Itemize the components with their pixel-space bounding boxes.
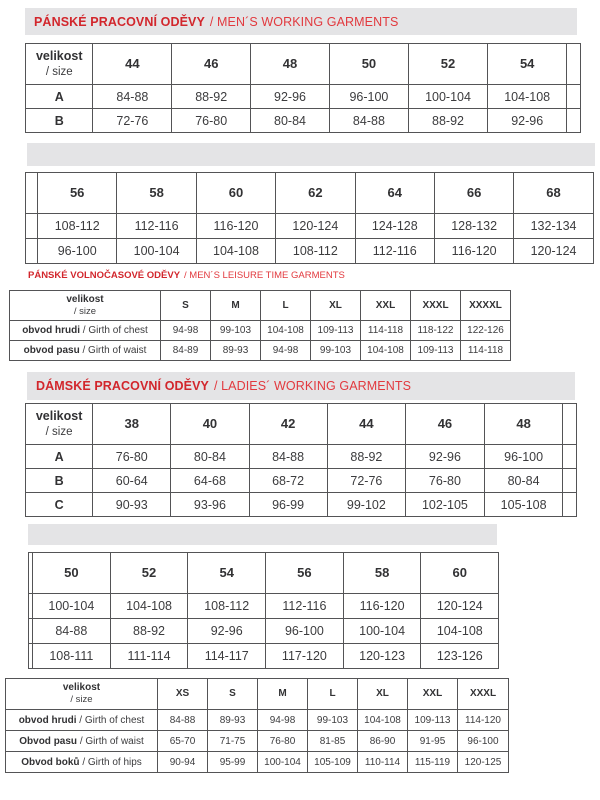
size-value-cell: 92-96 [188,619,266,644]
size-header-cell: 56 [38,173,117,214]
size-value-cell: 114-117 [188,644,266,669]
size-header-cell: 44 [93,44,172,85]
size-value-cell: 116-120 [343,594,421,619]
section-title-czech: DÁMSKÉ PRACOVNÍ ODĚVY [36,379,209,393]
size-value-cell: 96-100 [329,85,408,109]
size-value-cell: 94-98 [261,341,311,361]
header-label-cell: velikost / size [10,291,161,321]
table-row [10,341,511,361]
size-value-cell: 100-104 [117,239,196,264]
size-value-cell: 99-103 [211,321,261,341]
table-row [26,445,577,469]
section-title-english: / MEN´S WORKING GARMENTS [209,14,399,29]
size-value-cell: 128-132 [434,214,513,239]
size-header-cell: XXL [361,291,411,321]
size-value-cell: 123-126 [421,644,499,669]
size-value-cell: 104-108 [196,239,275,264]
table-row [26,85,581,109]
table-ladies-working-sizes-38-48 [25,403,577,517]
size-value-cell: 120-124 [276,214,355,239]
size-value-cell: 96-99 [249,493,327,517]
size-value-cell: 71-75 [208,731,258,752]
size-value-cell [26,214,38,239]
size-value-cell [563,445,577,469]
size-value-cell: 88-92 [327,445,405,469]
size-header-cell: 58 [343,553,421,594]
size-value-cell: 76-80 [258,731,308,752]
size-value-cell: 116-120 [434,239,513,264]
size-header-cell: L [261,291,311,321]
size-value-cell: 109-113 [408,710,458,731]
size-value-cell: 93-96 [171,493,249,517]
size-value-cell: 68-72 [249,469,327,493]
size-header-cell: 60 [196,173,275,214]
size-value-cell: 120-124 [514,239,593,264]
row-label-cell: Obvod pasu / Girth of waist [6,731,158,752]
size-header-cell: 52 [408,44,487,85]
size-value-cell: 114-120 [458,710,509,731]
size-value-cell: 124-128 [355,214,434,239]
size-value-cell: 88-92 [110,619,188,644]
size-value-cell: 112-116 [117,214,196,239]
table-row [26,214,594,239]
size-value-cell: 84-89 [161,341,211,361]
size-header-cell: 40 [171,404,249,445]
table-clip-wrapper [25,43,581,134]
size-value-cell: 104-108 [361,341,411,361]
size-value-cell: 88-92 [172,85,251,109]
size-value-cell: 94-98 [161,321,211,341]
size-header-cell: XXL [408,679,458,710]
size-value-cell: 92-96 [488,109,567,133]
size-value-cell: 105-109 [308,752,358,773]
table-row [29,644,499,669]
size-value-cell: 100-104 [33,594,111,619]
section-title-english: / LADIES´ WORKING GARMENTS [213,379,412,393]
size-value-cell: 132-134 [514,214,593,239]
size-value-cell: 104-108 [421,619,499,644]
size-header-cell: XXXXL [461,291,511,321]
size-value-cell [563,469,577,493]
size-value-cell: 120-125 [458,752,509,773]
size-value-cell: 104-108 [261,321,311,341]
row-label-cell: A [26,445,93,469]
size-value-cell: 90-93 [93,493,171,517]
table-row [6,731,509,752]
size-value-cell: 112-116 [266,594,344,619]
size-header-cell: 54 [188,553,266,594]
header-label-cell: velikost / size [26,404,93,445]
size-value-cell: 111-114 [110,644,188,669]
section-title-mens-leisure [28,268,345,283]
size-header-cell: 38 [93,404,171,445]
header-row [26,173,594,214]
size-header-cell: 46 [406,404,485,445]
size-value-cell: 108-112 [276,239,355,264]
size-value-cell: 64-68 [171,469,249,493]
table-row [26,469,577,493]
size-value-cell: 105-108 [484,493,563,517]
size-header-cell: L [308,679,358,710]
size-header-cell: 42 [249,404,327,445]
size-value-cell: 92-96 [251,85,330,109]
size-value-cell [567,109,581,133]
size-header-cell: XXXL [411,291,461,321]
size-value-cell: 84-88 [329,109,408,133]
row-label-cell: B [26,469,93,493]
size-value-cell: 100-104 [258,752,308,773]
size-value-cell: 84-88 [249,445,327,469]
size-value-cell: 108-112 [38,214,117,239]
size-header-cell: 52 [110,553,188,594]
table-mens-working-sizes-44-54 [25,43,581,133]
size-header-cell: 60 [421,553,499,594]
size-value-cell: 104-108 [110,594,188,619]
row-label-cell: obvod hrudi / Girth of chest [10,321,161,341]
size-value-cell: 110-114 [358,752,408,773]
size-header-cell: S [208,679,258,710]
size-value-cell: 60-64 [93,469,171,493]
size-value-cell: 72-76 [93,109,172,133]
size-header-cell: M [258,679,308,710]
size-value-cell: 72-76 [327,469,405,493]
size-value-cell: 94-98 [258,710,308,731]
size-header-cell: 48 [251,44,330,85]
section-title-english: / MEN´S LEISURE TIME GARMENTS [184,270,345,281]
separator-bar [27,143,595,166]
size-value-cell: 91-95 [408,731,458,752]
section-title-mens-working [25,8,577,35]
row-label-cell: A [26,85,93,109]
size-value-cell: 114-118 [461,341,511,361]
size-value-cell: 115-119 [408,752,458,773]
size-value-cell: 84-88 [93,85,172,109]
size-header-cell: 44 [327,404,405,445]
size-header-cell: 50 [329,44,408,85]
size-header-cell: 66 [434,173,513,214]
size-value-cell: 95-99 [208,752,258,773]
header-row [26,404,577,445]
section-title-czech: PÁNSKÉ PRACOVNÍ ODĚVY [34,14,205,29]
row-label-cell: obvod hrudi / Girth of chest [6,710,158,731]
size-value-cell: 89-93 [211,341,261,361]
section-title-czech: PÁNSKÉ VOLNOČASOVÉ ODĚVY [28,270,181,281]
size-value-cell: 76-80 [172,109,251,133]
table-row [29,594,499,619]
size-value-cell: 76-80 [93,445,171,469]
size-header-cell [26,173,38,214]
size-value-cell: 117-120 [266,644,344,669]
size-value-cell: 76-80 [406,469,485,493]
row-label-cell: Obvod boků / Girth of hips [6,752,158,773]
size-value-cell: 99-103 [308,710,358,731]
size-value-cell: 80-84 [251,109,330,133]
header-label-cell: velikost / size [26,44,93,85]
row-label-cell: obvod pasu / Girth of waist [10,341,161,361]
table-clip-wrapper [25,403,577,518]
size-value-cell: 96-100 [266,619,344,644]
header-row [29,553,499,594]
header-row [6,679,509,710]
size-value-cell: 99-103 [311,341,361,361]
size-value-cell: 88-92 [408,109,487,133]
table-row [6,752,509,773]
size-value-cell: 112-116 [355,239,434,264]
size-value-cell: 109-113 [411,341,461,361]
table-row [10,321,511,341]
header-row [10,291,511,321]
size-value-cell: 89-93 [208,710,258,731]
size-value-cell: 104-108 [358,710,408,731]
size-value-cell: 108-112 [188,594,266,619]
table-mens-working-sizes-56-68 [25,172,594,264]
size-value-cell: 96-100 [458,731,509,752]
size-value-cell: 92-96 [406,445,485,469]
size-header-cell [563,404,577,445]
table-ladies-leisure-sizes [5,678,509,773]
size-value-cell: 102-105 [406,493,485,517]
size-header-cell: 64 [355,173,434,214]
table-row [26,493,577,517]
table-mens-leisure-sizes [9,290,511,361]
size-value-cell: 118-122 [411,321,461,341]
size-value-cell: 114-118 [361,321,411,341]
size-value-cell: 120-123 [343,644,421,669]
separator-bar [28,524,497,545]
size-value-cell: 104-108 [488,85,567,109]
size-value-cell: 80-84 [171,445,249,469]
size-value-cell: 120-124 [421,594,499,619]
size-header-cell: XL [358,679,408,710]
size-header-cell: 50 [33,553,111,594]
size-value-cell: 86-90 [358,731,408,752]
size-value-cell: 116-120 [196,214,275,239]
size-header-cell: 56 [266,553,344,594]
size-value-cell: 100-104 [408,85,487,109]
size-header-cell [567,44,581,85]
size-value-cell: 96-100 [38,239,117,264]
row-label-cell: B [26,109,93,133]
table-ladies-working-sizes-50-60 [28,552,499,669]
size-value-cell: 80-84 [484,469,563,493]
header-label-cell: velikost / size [6,679,158,710]
row-label-cell: C [26,493,93,517]
size-value-cell: 108-111 [33,644,111,669]
size-header-cell: XL [311,291,361,321]
size-header-cell: 48 [484,404,563,445]
size-value-cell: 90-94 [158,752,208,773]
size-value-cell: 96-100 [484,445,563,469]
table-row [26,109,581,133]
header-row [26,44,581,85]
size-value-cell: 99-102 [327,493,405,517]
section-title-ladies-working [27,372,575,400]
size-header-cell: 58 [117,173,196,214]
size-header-cell: 46 [172,44,251,85]
size-value-cell: 84-88 [158,710,208,731]
size-header-cell: 62 [276,173,355,214]
size-header-cell: 68 [514,173,593,214]
size-value-cell: 100-104 [343,619,421,644]
table-row [26,239,594,264]
size-value-cell [563,493,577,517]
size-value-cell: 84-88 [33,619,111,644]
size-header-cell: S [161,291,211,321]
table-row [6,710,509,731]
size-header-cell: 54 [488,44,567,85]
size-value-cell [26,239,38,264]
size-value-cell: 122-126 [461,321,511,341]
size-value-cell: 109-113 [311,321,361,341]
size-value-cell: 81-85 [308,731,358,752]
size-value-cell [567,85,581,109]
table-row [29,619,499,644]
size-header-cell: XXXL [458,679,509,710]
size-header-cell: M [211,291,261,321]
size-value-cell: 65-70 [158,731,208,752]
size-header-cell: XS [158,679,208,710]
